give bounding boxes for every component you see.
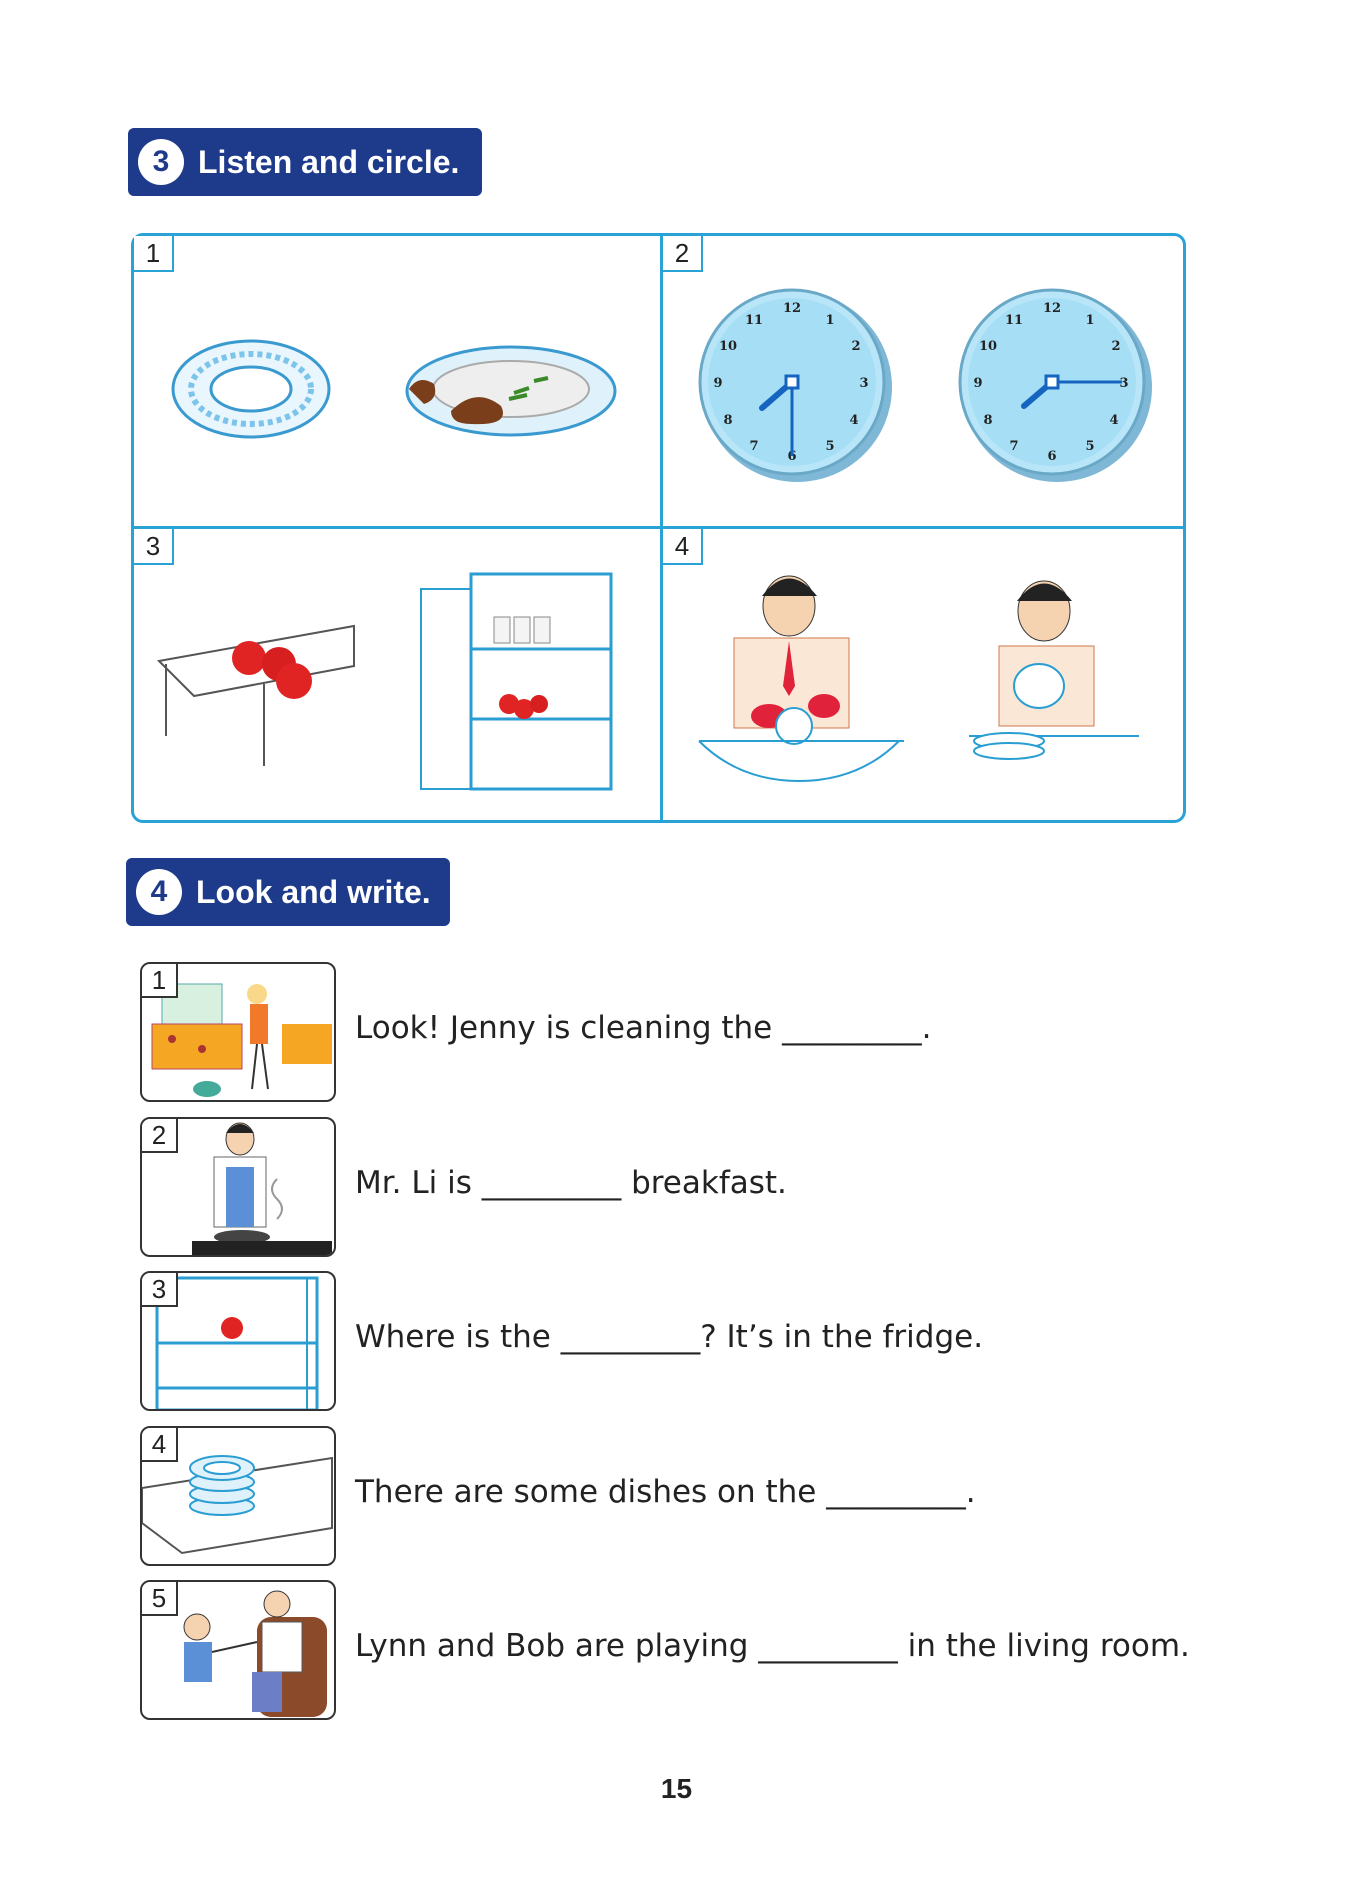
- write-item-4-sentence: There are some dishes on the _________.: [355, 1474, 976, 1510]
- section-4-number: 4: [136, 869, 182, 915]
- section-4-title: Look and write.: [196, 873, 431, 910]
- svg-text:2: 2: [1111, 339, 1121, 354]
- cell-1-label: 1: [134, 236, 174, 272]
- write-item-2-picture: [140, 1117, 336, 1257]
- listen-and-circle-grid: [131, 233, 1186, 823]
- svg-text:5: 5: [825, 439, 835, 454]
- svg-text:4: 4: [849, 413, 859, 428]
- svg-text:11: 11: [744, 313, 764, 328]
- svg-text:3: 3: [1119, 376, 1129, 391]
- write-item-5-sentence: Lynn and Bob are playing _________ in the living room.: [355, 1628, 1190, 1664]
- section-3-header: [128, 128, 482, 196]
- write-item-1: [140, 962, 1190, 1104]
- section-3-title: Listen and circle.: [198, 143, 460, 180]
- tomatoes-on-table-picture[interactable]: [154, 606, 374, 776]
- svg-text:1: 1: [1085, 313, 1095, 328]
- write-item-3-sentence: Where is the _________? It’s in the fridge.: [355, 1319, 984, 1355]
- cell-3-label: 3: [134, 529, 174, 565]
- tomatoes-in-fridge-picture[interactable]: [419, 569, 619, 794]
- boy-washing-dishes-picture[interactable]: [694, 566, 909, 791]
- dirty-plate-picture[interactable]: [399, 341, 619, 446]
- write-item-1-label: 1: [142, 964, 178, 998]
- svg-text:11: 11: [1004, 313, 1024, 328]
- clean-plate-picture[interactable]: [169, 331, 339, 441]
- svg-text:4: 4: [1109, 413, 1119, 428]
- svg-text:6: 6: [1047, 449, 1057, 464]
- svg-text:3: 3: [859, 376, 869, 391]
- clock-seven-thirty[interactable]: [694, 284, 894, 484]
- svg-text:9: 9: [713, 376, 723, 391]
- write-item-1-sentence: Look! Jenny is cleaning the _________.: [355, 1010, 932, 1046]
- svg-text:2: 2: [851, 339, 861, 354]
- write-item-1-picture: [140, 962, 336, 1102]
- svg-text:8: 8: [723, 413, 733, 428]
- write-item-4-label: 4: [142, 1428, 178, 1462]
- svg-text:12: 12: [782, 301, 802, 316]
- svg-text:6: 6: [787, 449, 797, 464]
- boy-drying-dishes-picture[interactable]: [964, 566, 1144, 786]
- section-4-header: [126, 858, 450, 926]
- write-item-2-sentence: Mr. Li is _________ breakfast.: [355, 1165, 787, 1201]
- cell-2-label: 2: [663, 236, 703, 272]
- svg-text:7: 7: [749, 439, 759, 454]
- write-item-3: [140, 1271, 1190, 1413]
- write-item-2: [140, 1117, 1190, 1259]
- write-item-5: [140, 1580, 1190, 1722]
- svg-text:10: 10: [718, 339, 738, 354]
- write-item-3-picture: [140, 1271, 336, 1411]
- svg-text:10: 10: [978, 339, 998, 354]
- svg-text:1: 1: [825, 313, 835, 328]
- cell-4-label: 4: [663, 529, 703, 565]
- clock-seven-fifteen[interactable]: [954, 284, 1154, 484]
- write-item-4-picture: [140, 1426, 336, 1566]
- svg-text:5: 5: [1085, 439, 1095, 454]
- svg-text:7: 7: [1009, 439, 1019, 454]
- svg-text:8: 8: [983, 413, 993, 428]
- svg-text:9: 9: [973, 376, 983, 391]
- page-number: 15: [660, 1773, 693, 1804]
- write-item-5-label: 5: [142, 1582, 178, 1616]
- grid-divider-horizontal: [134, 526, 1183, 529]
- svg-text:12: 12: [1042, 301, 1062, 316]
- section-3-number: 3: [138, 139, 184, 185]
- write-item-4: [140, 1426, 1190, 1568]
- write-item-5-picture: [140, 1580, 336, 1720]
- write-item-2-label: 2: [142, 1119, 178, 1153]
- write-item-3-label: 3: [142, 1273, 178, 1307]
